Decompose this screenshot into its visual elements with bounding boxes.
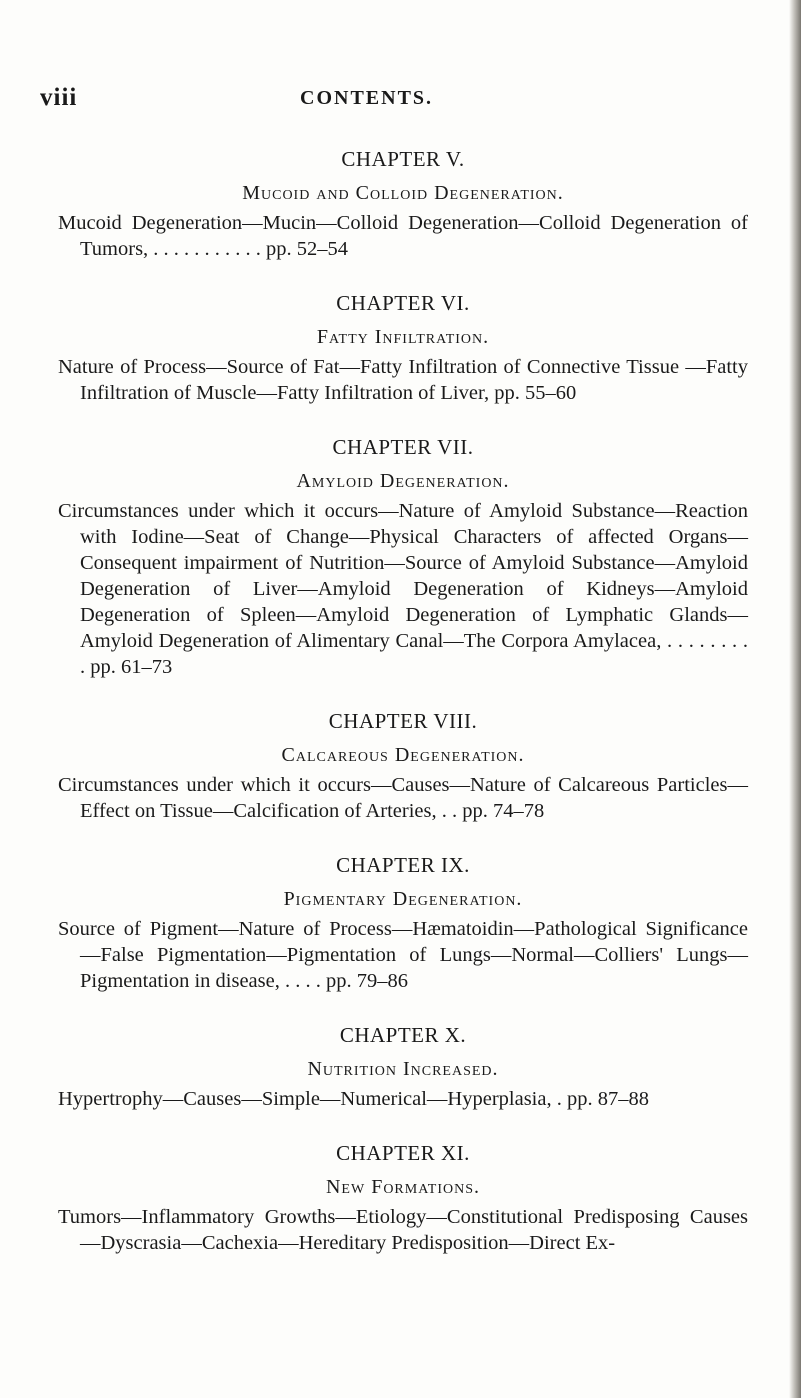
chapter-summary: Mucoid Degeneration—Mucin—Colloid Degeneration—Colloid Degeneration of Tumors, . . . . . . . . . . . pp. 52–54 xyxy=(58,212,748,260)
chapter-entry xyxy=(58,1022,748,1112)
chapter-title: Calcareous Degeneration. xyxy=(281,744,525,766)
page-number: viii xyxy=(40,84,78,111)
chapter-summary: Source of Pigment—Nature of Process—Hæmatoidin—Pathological Significance—False Pigmentation—Pigmentation of Lungs—Normal—Colliers' Lungs—Pigmentation in disease, . . . . pp. 79–86 xyxy=(58,918,748,992)
chapter-heading: CHAPTER VI. xyxy=(336,291,470,315)
chapter-title: Mucoid and Colloid Degeneration. xyxy=(242,182,564,204)
chapter-entry xyxy=(58,290,748,406)
chapter-title: Pigmentary Degeneration. xyxy=(283,888,523,910)
chapter-entry xyxy=(58,434,748,680)
chapter-entry xyxy=(58,852,748,994)
chapter-title: Amyloid Degeneration. xyxy=(296,470,510,492)
page-edge-shadow xyxy=(789,0,801,1398)
contents-list xyxy=(58,118,748,1256)
chapter-title: Fatty Infiltration. xyxy=(316,326,490,348)
chapter-summary: Tumors—Inflammatory Growths—Etiology—Constitutional Predisposing Causes—Dyscrasia—Cachexia—Hereditary Predisposition—Direct Ex- xyxy=(58,1206,748,1254)
running-head xyxy=(40,84,740,110)
chapter-summary: Nature of Process—Source of Fat—Fatty Infiltration of Connective Tissue —Fatty Infiltration of Muscle—Fatty Infiltration of Liver, pp. 55–60 xyxy=(58,356,748,404)
chapter-heading: CHAPTER X. xyxy=(339,1023,467,1047)
chapter-summary: Circumstances under which it occurs—Nature of Amyloid Substance—Reaction with Iodine—Seat of Change—Physical Characters of affected Organs—Consequent impairment of Nutrition—Source of Amyloid Substance—Amyloid Degeneration of Liver—Amyloid Degeneration of Kidneys—Amyloid Degeneration of Spleen—Amyloid Degeneration of Lymphatic Glands—Amyloid Degeneration of Alimentary Canal—The Corpora Amylacea, . . . . . . . . . pp. 61–73 xyxy=(58,500,748,678)
chapter-entry xyxy=(58,146,748,262)
chapter-heading: CHAPTER V. xyxy=(341,147,465,171)
chapter-heading: CHAPTER XI. xyxy=(336,1141,470,1165)
chapter-title: Nutrition Increased. xyxy=(307,1058,499,1080)
chapter-heading: CHAPTER VIII. xyxy=(328,709,478,733)
chapter-summary: Circumstances under which it occurs—Causes—Nature of Calcareous Particles—Effect on Tissue—Calcification of Arteries, . . pp. 74–78 xyxy=(58,774,748,822)
chapter-title: New Formations. xyxy=(325,1176,480,1198)
chapter-entry xyxy=(58,1140,748,1256)
chapter-entry xyxy=(58,708,748,824)
chapter-heading: CHAPTER VII. xyxy=(332,435,474,459)
running-title: CONTENTS. xyxy=(300,87,434,109)
chapter-summary: Hypertrophy—Causes—Simple—Numerical—Hyperplasia, . pp. 87–88 xyxy=(58,1088,649,1110)
chapter-heading: CHAPTER IX. xyxy=(336,853,470,877)
